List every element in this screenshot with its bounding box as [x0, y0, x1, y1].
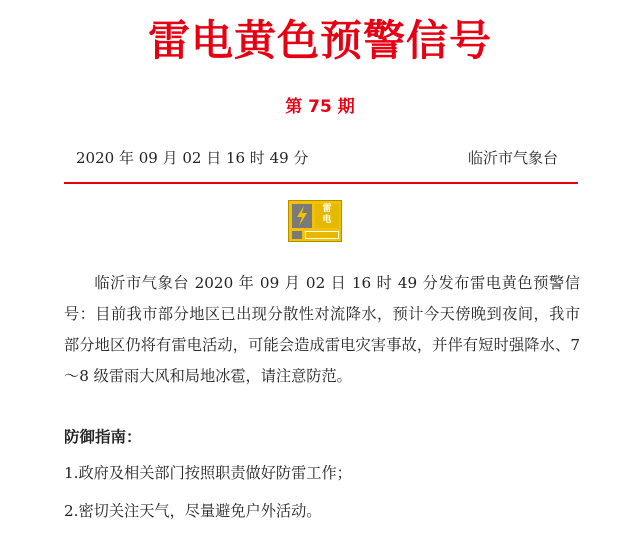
issuer-name: 临沂市气象台: [467, 149, 558, 167]
signal-label-line1: 雷: [322, 204, 332, 214]
defense-guide-heading: 防御指南：: [64, 428, 142, 446]
lightning-bolt-icon: [292, 204, 312, 228]
signal-label-line2: 电: [322, 215, 332, 225]
signal-label: [315, 204, 339, 228]
lightning-yellow-warning-icon: [288, 200, 342, 242]
issue-number: 第 75 期: [285, 97, 355, 117]
issue-datetime: 2020 年 09 月 02 日 16 时 49 分: [76, 149, 309, 167]
defense-guide-item: 1.政府及相关部门按照职责做好防雷工作；: [64, 464, 352, 482]
signal-foot-left: [292, 231, 302, 239]
document-title: 雷电黄色预警信号: [147, 16, 492, 65]
warning-body: 临沂市气象台 2020 年 09 月 02 日 16 时 49 分发布雷电黄色预警信号：目前我市部分地区已出现分散性对流降水，预计今天傍晚到夜间，我市部分地区仍将有雷电活动，可能会造成雷电灾害事故，并伴有短时强降水、7～8 级雷雨大风和局地冰雹，请注意防范。: [64, 274, 580, 385]
red-divider: [64, 182, 578, 184]
defense-guide-item: 2.密切关注天气，尽量避免户外活动。: [64, 502, 322, 520]
signal-foot-right: [305, 231, 339, 239]
